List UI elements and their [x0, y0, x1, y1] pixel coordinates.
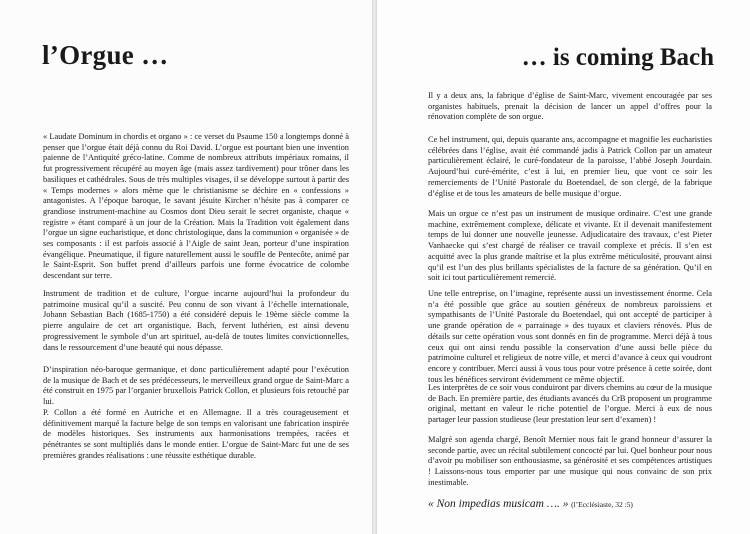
- closing-quote: [428, 498, 633, 510]
- right-title: … is coming Bach: [521, 44, 714, 71]
- quote-reference: (l’Ecclésiaste, 32 :5): [571, 500, 633, 509]
- left-paragraph-2: Instrument de tradition et de culture, l’orgue incarne aujourd’hui la profondeur du patrimoine musical qu’il a suscité. Peu connu de son vivant à l’échelle internationale, Johann Sebastian Bach (1685-1750) a été considéré depuis le 19ème siècle comme la pierre angulaire de cet art organistique. Bach, fervent luthérien, est ainsi devenu progressivement le symbole d’un art spirituel, au-delà de toutes limites convictionnelles, dans le ressourcement d’une beauté qui nous dépasse.: [43, 289, 349, 352]
- left-paragraph-1: « Laudate Dominum in chordis et organo » : ce verset du Psaume 150 a longtemps donné à penser que l’orgue était déjà connu du Roi David. L’orgue est pourtant bien une invention paienne de l’Antiquité gréco-latine. Comme de nombreux attributs impériaux romains, il fut progressivement récupéré au moyen âge (mais assez tardivement) pour trôner dans les basiliques et cathédrales. Sous de très multiples visages, il se développe surtout à partir des « Temps modernes » alors même que le christianisme se déchire en « confessions » antagonistes. A l’époque baroque, le savant jésuite Kircher n’hésite pas à comparer ce grandiose instrument-machine au Cosmos dont Dieu serait le secret organiste, chaque « registre » étant comparé à un jour de la Création. Mais la Tradition voit également dans l’orgue un signe eucharistique, et donc christologique, dans la communion « organisée » de ses composants : il est parfois associé à l’Aigle de saint Jean, porteur d’une inspiration évangélique. Pneumatique, il figure naturellement aussi le souffle de Pentecôte, animé par le Saint-Esprit. Son buffet prend d’ailleurs parfois une forme évocatrice de colombe descendant sur terre.: [43, 132, 350, 281]
- left-page: [0, 0, 372, 534]
- quote-text: « Non impedias musicam …. »: [428, 498, 569, 510]
- left-title: l’Orgue …: [42, 40, 169, 70]
- right-paragraph-3: Mais un orgue ce n’est pas un instrument de musique ordinaire. C’est une grande machine, extrêmement complexe, délicate et vivante. Et il devenait manifestement temps de lui donner une nouvelle jeunesse. Adjudicataire des travaux, c’est Pieter Vanhaecke qui s’est chargé de réaliser ce travail complexe et précis. Il s’en est acquitté avec la plus grande maîtrise et la plus extrême méticulosité, prouvant ainsi qu’il est l’un des plus brillants spécialistes de la facture de sa génération. Qu’il en soit ici tout particulièrement remercié.: [428, 209, 712, 283]
- right-paragraph-1: Il y a deux ans, la fabrique d’église de Saint-Marc, vivement encouragée par ses organistes habituels, prenait la décision de lancer un appel d’offres pour la rénovation complète de son orgue.: [428, 91, 712, 122]
- right-paragraph-6: Malgré son agenda chargé, Benoît Mernier nous fait le grand honneur d’assurer la seconde partie, avec un récital subtilement concocté par lui. Quel bonheur pour nous d’avoir pu mobiliser son enthousiasme, sa générosité et ses compétences artistiques ! Laissons-nous tous emporter par une musique qui nous convainc de son prix inestimable.: [428, 435, 712, 487]
- right-paragraph-4: Une telle entreprise, on l’imagine, représente aussi un investissement énorme. Cela n’a été possible que grâce au soutien généreux de nombreux paroissiens et sympathisants de l’Unité Pastorale du Boetendael, qui ont accepté de participer à une grande opération de « parrainage » des tuyaux et claviers rénovés. Plus de détails sur cette opération vous sont donnés en fin de programme. Merci déjà à tous ceux qui ont ainsi rendu possible la conservation d’une aussi belle pièce du patrimoine culturel et religieux de notre ville, et merci d’avance à ceux qui voudront encore y contribuer. Merci aussi à vous tous pour votre présence à cette soirée, dont tous les bénéfices serviront évidemment ce même objectif.: [428, 289, 712, 384]
- left-paragraph-4: P. Collon a été formé en Autriche et en Allemagne. Il a très courageusement et définitivement marqué la facture belge de son temps en valorisant une fabrication inspirée de modèles historiques. Ses instruments aux harmonisations trempées, racées et pénétrantes se sont multipliés dans le monde entier. L’orgue de Saint-Marc fut une de ses premières grandes réalisations : une réussite esthétique durable.: [43, 408, 349, 460]
- left-paragraph-3: D’inspiration néo-baroque germanique, et donc particulièrement adapté pour l’exécution de la musique de Bach et de ses prédécesseurs, le merveilleux grand orgue de Saint-Marc a été construit en 1975 par l’organier bruxellois Patrick Collon, et plusieurs fois retouché par lui.: [43, 365, 349, 407]
- right-paragraph-5: Les interprètes de ce soir vous conduiront par divers chemins au cœur de la musique de Bach. En première partie, des étudiants avancés du CrB proposent un programme original, mettant en valeur le riche potentiel de l’orgue. Merci à eux de nous partager leur passion studieuse (leur prestation leur sert d’examen) !: [428, 383, 712, 425]
- right-paragraph-2: Ce bel instrument, qui, depuis quarante ans, accompagne et magnifie les eucharisties célébrées dans l’église, avait été commandé jadis à Patrick Collon par un amateur particulièrement éclairé, le curé-fondateur de la paroisse, l’abbé Joseph Jourdain. Aujourd’hui curé-émérite, c’est à lui, en premier lieu, que vont ce soir les remerciements de l’Unité Pastorale du Boetendael, de son clergé, de la fabrique d’église et de tous les amateurs de belle musique d’orgue.: [428, 135, 712, 198]
- right-page: [377, 0, 750, 534]
